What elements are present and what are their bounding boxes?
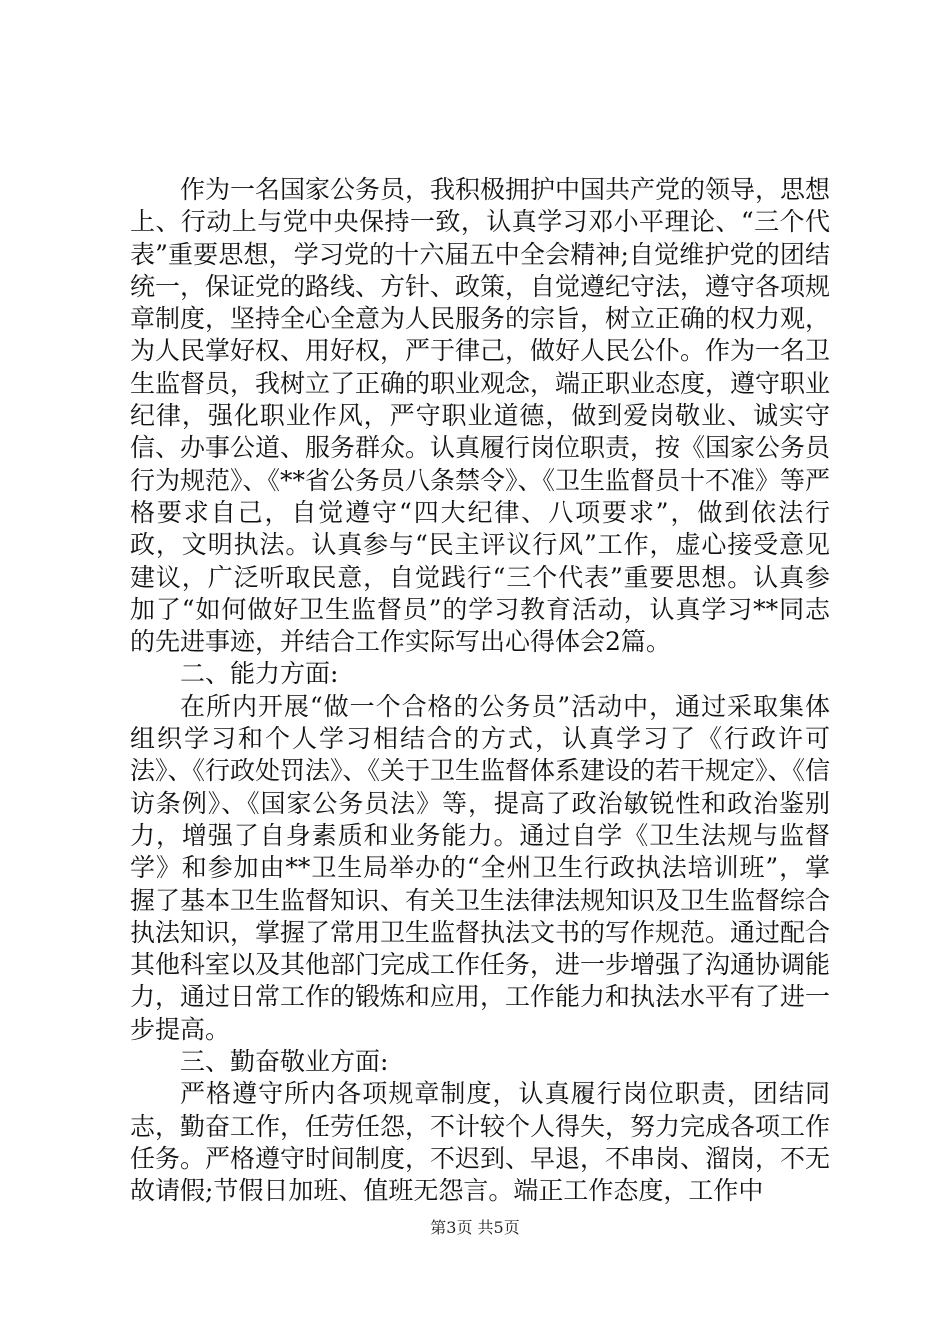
paragraph-diligence: 严格遵守所内各项规章制度，认真履行岗位职责，团结同志，勤奋工作，任劳任怨，不计较个人得失，努力完成各项工作任务。严格遵守时间制度，不迟到、早退，不串岗、溜岗，不无故请假;节假日加班、值班无怨言。端正工作态度，工作中 <box>130 1079 831 1206</box>
page-number-footer: 第3页 共5页 <box>430 1218 520 1237</box>
paragraph-ability: 在所内开展“做一个合格的公务员”活动中，通过采取集体组织学习和个人学习相结合的方式，认真学习了《行政许可法》、《行政处罚法》、《关于卫生监督体系建设的若干规定》、《信访条例》、《国家公务员法》等，提高了政治敏锐性和政治鉴别力，增强了自身素质和业务能力。通过自学《卫生法规与监督学》和参加由**卫生局举办的“全州卫生行政执法培训班”，掌握了基本卫生监督知识、有关卫生法律法规知识及卫生监督综合执法知识，掌握了常用卫生监督执法文书的写作规范。通过配合其他科室以及其他部门完成工作任务，进一步增强了沟通协调能力，通过日常工作的锻炼和应用，工作能力和执法水平有了进一步提高。 <box>130 691 831 1044</box>
paragraph-political: 作为一名国家公务员，我积极拥护中国共产党的领导，思想上、行动上与党中央保持一致，认真学习邓小平理论、“三个代表”重要思想，学习党的十六届五中全会精神;自觉维护党的团结统一，保证党的路线、方针、政策，自觉遵纪守法，遵守各项规章制度，坚持全心全意为人民服务的宗旨，树立正确的权力观，为人民掌好权、用好权，严于律己，做好人民公仆。作为一名卫生监督员，我树立了正确的职业观念，端正职业态度，遵守职业纪律，强化职业作风，严守职业道德，做到爱岗敬业、诚实守信、办事公道、服务群众。认真履行岗位职责，按《国家公务员行为规范》、《**省公务员八条禁令》、《卫生监督员十不准》等严格要求自己，自觉遵守“四大纪律、八项要求”，做到依法行政，文明执法。认真参与“民主评议行风”工作，虚心接受意见建议，广泛听取民意，自觉践行“三个代表”重要思想。认真参加了“如何做好卫生监督员”的学习教育活动，认真学习**同志的先进事迹，并结合工作实际写出心得体会2篇。 <box>130 175 831 657</box>
heading-ability: 二、能力方面: <box>180 659 339 689</box>
heading-diligence: 三、勤奋敬业方面: <box>180 1047 389 1077</box>
document-body <box>130 174 830 1208</box>
